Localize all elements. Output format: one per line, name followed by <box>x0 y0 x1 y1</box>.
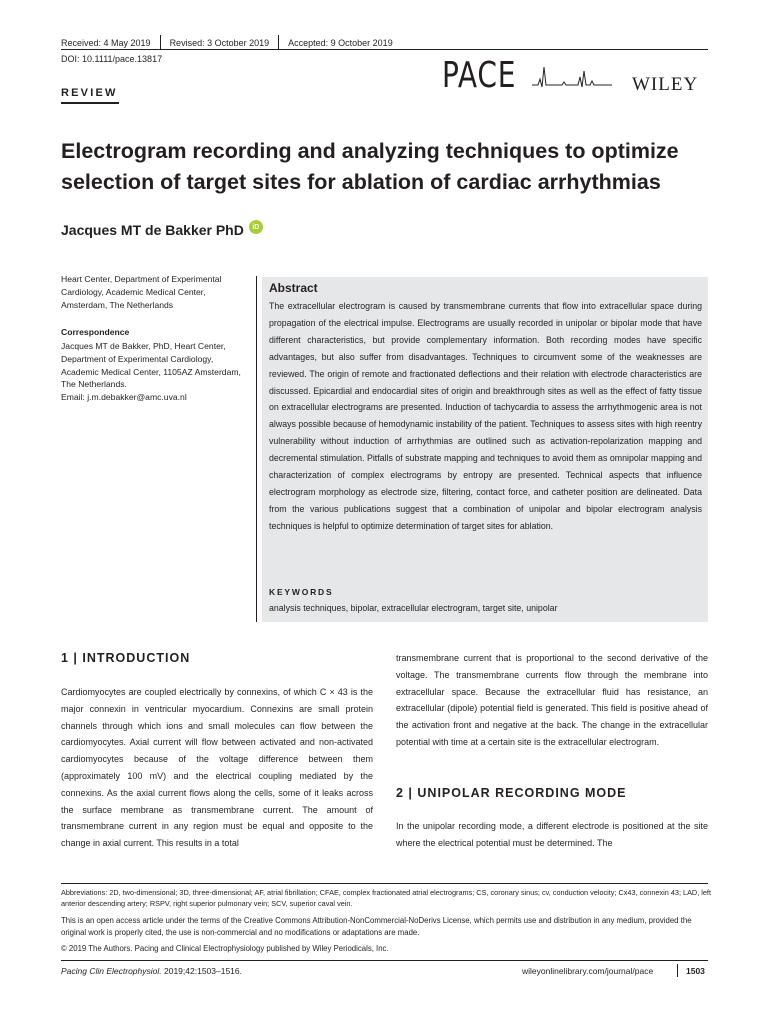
divider <box>278 35 279 50</box>
citation: 2019;42:1503–1516. <box>161 966 242 976</box>
doi[interactable]: DOI: 10.1111/pace.13817 <box>61 54 163 64</box>
author-line <box>61 222 263 238</box>
section-heading-introduction: 1 | INTRODUCTION <box>61 651 191 665</box>
correspondence-email[interactable]: Email: j.m.debakker@amc.uva.nl <box>61 392 187 403</box>
footnote-rule <box>61 883 708 884</box>
unipolar-text: In the unipolar recording mode, a different electrode is positioned at the site where the electrical potential must be determined. The <box>396 821 708 848</box>
wiley-logo: WILEY <box>632 74 699 95</box>
abstract-rule <box>256 276 257 622</box>
abbreviations: Abbreviations: 2D, two-dimensional; 3D, three-dimensional; AF, atrial fibrillation; CFAE, complex fractionated atrial electrograms; CS, coronary sinus; cv, conduction velocity; Cx43, connexin 43; LAD, left anterior descending artery; RSPV, right superior pulmonary vein; SCV, superior caval vein. <box>61 888 711 908</box>
affiliation: Heart Center, Department of Experimental Cardiology, Academic Medical Center, Amsterdam, The Netherlands <box>61 274 222 310</box>
revised-date: Revised: 3 October 2019 <box>169 37 270 48</box>
page-divider <box>677 964 678 977</box>
introduction-text: Cardiomyocytes are coupled electrically by connexins, of which C × 43 is the major connexin in ventricular myocardium. Connexins are small protein channels through which ions and small molecules can flow between the cardiomyocytes. Axial current will flow between activated and non-activated cardiomyocytes because of the voltage difference between them (approximately 100 mV) and the electrical coupling mediated by the connexins. As the axial current flows along the cells, some of it leaks across the surface membrane as transmembrane current. The amount of transmembrane current in any region must be equal and opposite to the change in axial current. This results in a total <box>61 687 373 849</box>
keywords: analysis techniques, bipolar, extracellular electrogram, target site, unipolar <box>269 603 558 613</box>
page-number: 1503 <box>686 966 705 976</box>
article-type: REVIEW <box>61 87 118 99</box>
copyright: © 2019 The Authors. Pacing and Clinical Electrophysiology published by Wiley Periodicals, Inc. <box>61 944 389 953</box>
divider <box>160 35 161 50</box>
article-dates <box>61 35 393 50</box>
abstract-heading: Abstract <box>269 281 318 295</box>
article-title: Electrogram recording and analyzing techniques to optimize selection of target sites for ablation of cardiac arrhythmias <box>61 139 679 194</box>
correspondence-text: Jacques MT de Bakker, PhD, Heart Center, Department of Experimental Cardiology, Academic Medical Center, 1105AZ Amsterdam, The Netherlands. <box>61 341 241 390</box>
received-date: Received: 4 May 2019 <box>61 37 151 48</box>
footer-rule <box>61 960 708 961</box>
journal-abbrev: Pacing Clin Electrophysiol. <box>61 966 162 976</box>
accepted-date: Accepted: 9 October 2019 <box>288 37 393 48</box>
license-text: This is an open access article under the terms of the Creative Commons Attribution-NonCommercial-NoDerivs License, which permits use and distribution in any medium, provided the original work is properly cited, the use is non-commercial and no modifications or adaptations are made. <box>61 916 692 937</box>
correspondence-heading: Correspondence <box>61 327 130 337</box>
orcid-icon[interactable]: iD <box>249 220 263 234</box>
correspondence <box>61 340 249 404</box>
journal-citation <box>61 966 242 976</box>
section-heading-unipolar: 2 | UNIPOLAR RECORDING MODE <box>396 786 627 800</box>
article-type-underline <box>61 102 119 104</box>
journal-branding <box>442 55 712 99</box>
header-rule <box>61 49 708 50</box>
pace-logo: PACE <box>442 55 517 96</box>
ecg-trace-icon <box>532 65 612 89</box>
abstract-text: The extracellular electrogram is caused by transmembrane currents that flow into extracellular space during propagation of the electrical impulse. Electrograms are usually recorded in unipolar or bipolar mode that have different characteristics, but provide complementary information. Both recording modes have specific advantages, but also suffer from disadvantages. Techniques to circumvent some of the weaknesses are reviewed. The origin of remote and fractionated deflections and their relation with electrode characteristics are discussed. Epicardial and endocardial sites of origin and breakthrough sites as well as the effect of fatty tissue on extracellular electrograms are presented. Induction of tachycardia to assess the arrhythmogenic area is not always possible because of hemodynamic instability of the patient. Techniques to assess sites with high reentry vulnerability without induction of arrhythmias are outlined such as activation-repolarization mapping and decremental stimulation. Pitfalls of substrate mapping and techniques to avoid them as omnipolar mapping and characterization of complex electrograms by entropy are presented. Technical aspects that influence electrogram morphology as electrode size, filtering, contact force, and catheter position are delineated. Data from the various publications suggest that a combination of unipolar and bipolar electrogram analysis techniques is helpful to optimize determination of target sites for ablation. <box>269 301 702 531</box>
author-name: Jacques MT de Bakker PhD <box>61 222 244 238</box>
journal-url[interactable]: wileyonlinelibrary.com/journal/pace <box>522 966 654 976</box>
keywords-heading: KEYWORDS <box>269 587 334 597</box>
introduction-text-continued: transmembrane current that is proportional to the second derivative of the voltage. The transmembrane currents flow through the membrane into extracellular space. Because the extracellular fluid has resistance, an extracellular (dipole) potential field is generated. This field is positive ahead of the activation front and negative at the back. The change in the extracellular potential with time at a certain site is the extracellular electrogram. <box>396 653 708 747</box>
